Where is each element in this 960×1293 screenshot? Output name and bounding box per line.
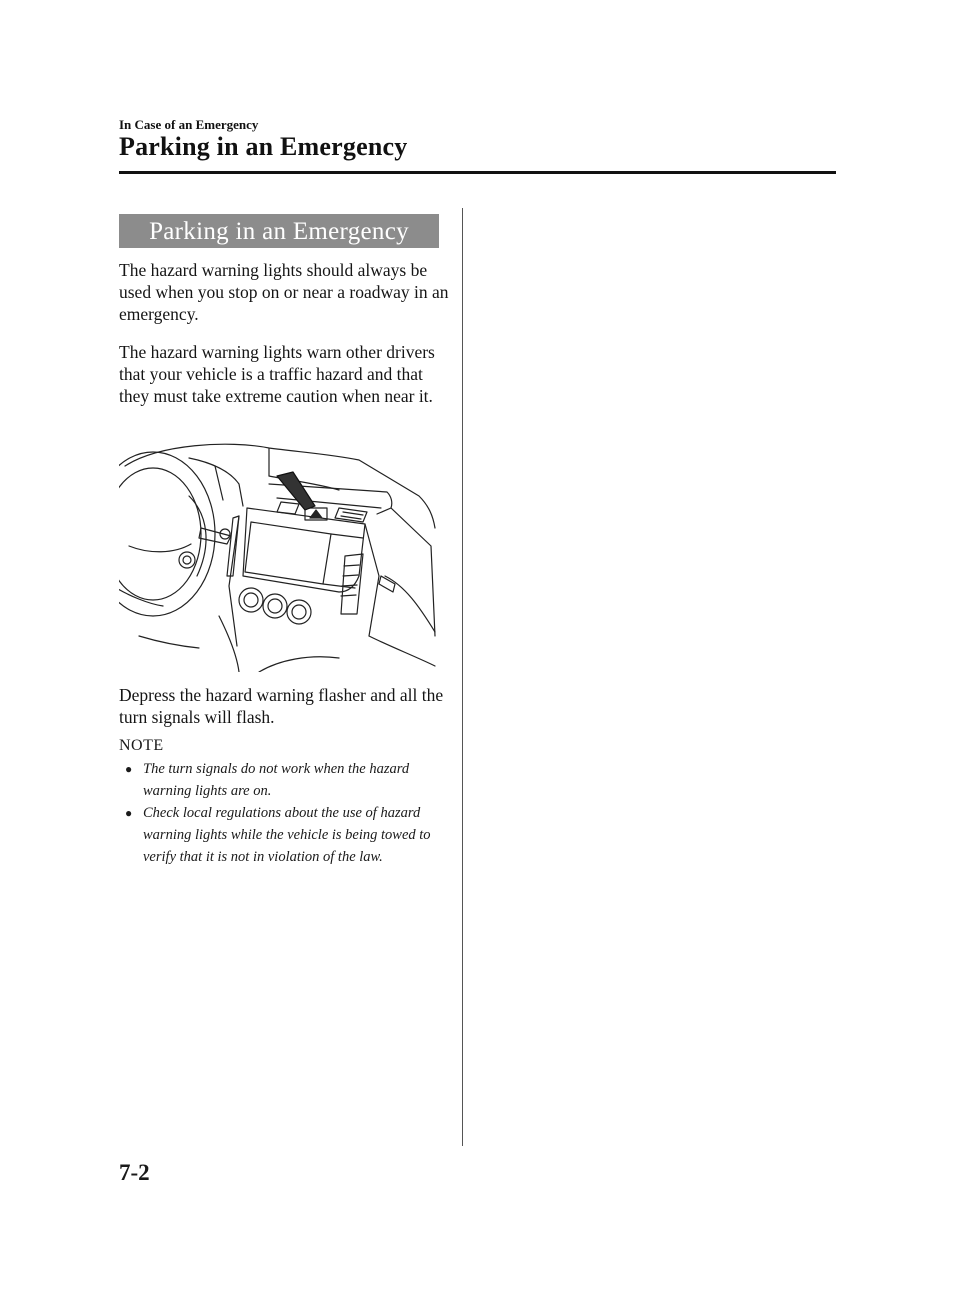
- section-banner: Parking in an Emergency: [119, 214, 439, 248]
- dashboard-illustration: [119, 436, 437, 672]
- air-vents: [227, 502, 367, 614]
- page-title: Parking in an Emergency: [119, 132, 408, 161]
- dash-badge: [379, 576, 395, 592]
- header-rule: [119, 171, 836, 174]
- bullet-icon: ●: [125, 762, 133, 776]
- note-item: [125, 758, 445, 802]
- bullet-icon: ●: [125, 806, 133, 820]
- note-text: The turn signals do not work when the hazard warning lights are on.: [143, 761, 410, 799]
- ignition-circle: [179, 552, 195, 568]
- climate-knobs: [239, 588, 311, 624]
- pointer-arrow: [277, 472, 315, 510]
- column-divider: [462, 208, 463, 1146]
- breadcrumb: In Case of an Emergency: [119, 117, 259, 132]
- paragraph-hazard-warning: The hazard warning lights warn other drivers that your vehicle is a traffic hazard and that they must take extreme caution when near it.: [119, 342, 435, 406]
- steering-wheel: [119, 452, 215, 616]
- note-item: [125, 802, 445, 868]
- dashboard-outline: [125, 444, 435, 528]
- note-label: NOTE: [119, 737, 164, 754]
- paragraph-flasher: Depress the hazard warning flasher and all the turn signals will flash.: [119, 685, 444, 727]
- note-text: Check local regulations about the use of hazard warning lights while the vehicle is being towed to verify that it is not in violation of the law.: [143, 805, 431, 865]
- page-number: 7-2: [119, 1160, 150, 1185]
- paragraph-hazard-usage: The hazard warning lights should always be used when you stop on or near a roadway in an emergency.: [119, 260, 449, 324]
- note-list: [125, 758, 445, 868]
